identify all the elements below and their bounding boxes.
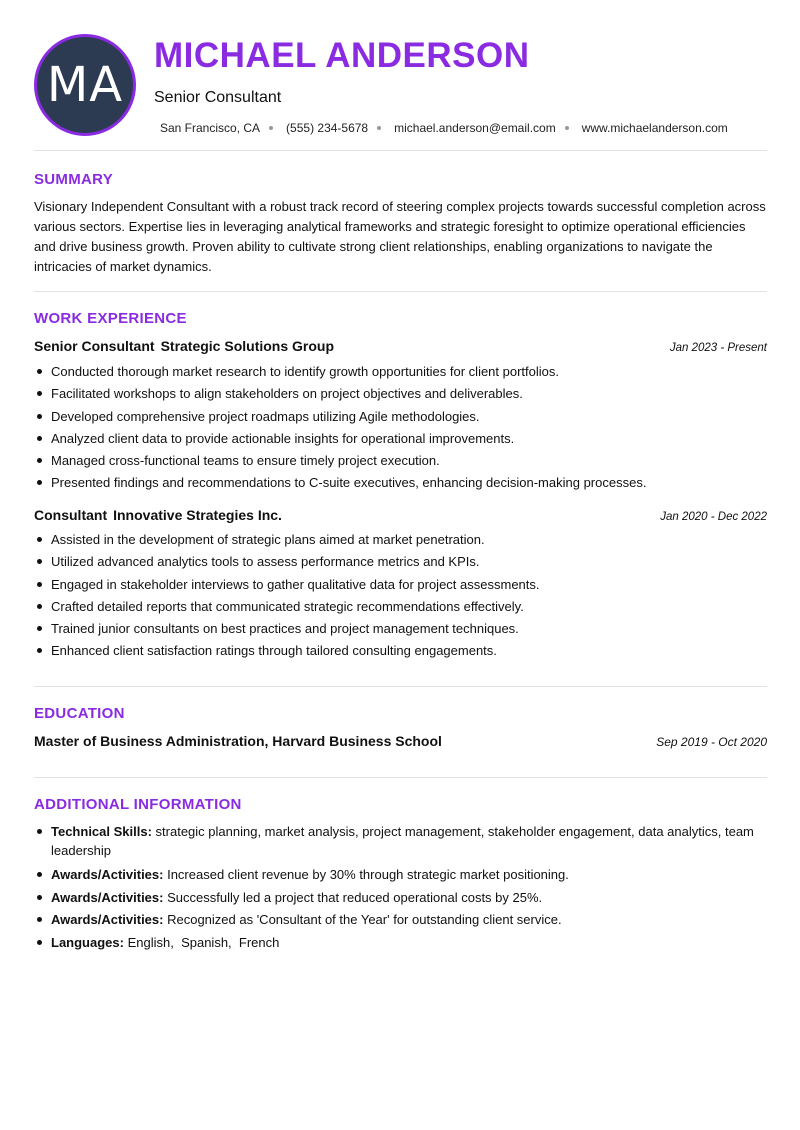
job-company: Strategic Solutions Group xyxy=(160,338,335,354)
item-label: Awards/Activities: xyxy=(51,889,164,905)
job-bullets xyxy=(34,529,769,663)
item-text: Increased client revenue by 30% through strategic market positioning. xyxy=(167,867,569,882)
divider xyxy=(34,777,767,778)
list-item xyxy=(34,888,769,907)
avatar xyxy=(34,34,136,136)
item-label: Awards/Activities: xyxy=(51,867,164,882)
job-header xyxy=(34,507,767,525)
divider xyxy=(34,150,767,151)
education-heading: EDUCATION xyxy=(34,705,125,722)
item-label: Languages: xyxy=(51,934,124,950)
item-text: Successfully led a project that reduced operational costs by 25%. xyxy=(167,889,543,905)
list-item: Crafted detailed reports that communicated strategic recommendations effectively. xyxy=(34,596,769,618)
list-item: Engaged in stakeholder interviews to gather qualitative data for project assessments. xyxy=(34,574,769,596)
job-title xyxy=(34,338,334,354)
item-text: English, Spanish, French xyxy=(127,934,280,950)
list-item xyxy=(34,822,769,860)
list-item: Developed comprehensive project roadmaps utilizing Agile methodologies. xyxy=(34,406,769,428)
job-dates: Jan 2020 - Dec 2022 xyxy=(660,511,767,523)
list-item: Utilized advanced analytics tools to assess performance metrics and KPIs. xyxy=(34,551,769,573)
contact-email[interactable]: michael.anderson@email.com xyxy=(394,121,556,135)
list-item: Trained junior consultants on best practices and project management techniques. xyxy=(34,618,769,640)
list-item xyxy=(34,910,769,929)
contact-website[interactable]: www.michaelanderson.com xyxy=(581,121,728,135)
list-item: Facilitated workshops to align stakeholders on project objectives and deliverables. xyxy=(34,383,769,405)
job-title xyxy=(34,507,282,523)
separator-dot xyxy=(565,126,569,130)
item-text: Recognized as 'Consultant of the Year' for outstanding client service. xyxy=(167,912,562,927)
job-dates: Jan 2023 - Present xyxy=(669,342,767,354)
additional-info-list xyxy=(34,822,769,955)
work-experience-heading: WORK EXPERIENCE xyxy=(34,310,187,327)
job-role: Consultant xyxy=(34,507,108,523)
item-label: Awards/Activities: xyxy=(51,912,164,927)
list-item xyxy=(34,933,769,952)
list-item: Analyzed client data to provide actionable insights for operational improvements. xyxy=(34,428,769,450)
divider xyxy=(34,686,767,687)
separator-dot xyxy=(269,126,273,130)
summary-heading: SUMMARY xyxy=(34,171,114,188)
list-item: Presented findings and recommendations to C-suite executives, enhancing decision-making processes. xyxy=(34,472,769,494)
item-label: Technical Skills: xyxy=(51,824,152,839)
education-entry xyxy=(34,733,767,751)
summary-text: Visionary Independent Consultant with a robust track record of steering complex projects towards successful completion across various sectors. Expertise lies in leveraging analytical frameworks and strategic foresight to optimize operational efficiencies and drive business growth. Proven ability to cultivate strong client relationships, enabling organizations to navigate the intricacies of market dynamics. xyxy=(34,199,766,274)
contact-location: San Francisco, CA xyxy=(160,121,261,135)
item-text: strategic planning, market analysis, project management, stakeholder engagement, data analytics, team leadership xyxy=(51,824,754,858)
additional-info-heading: ADDITIONAL INFORMATION xyxy=(34,796,242,813)
degree-title: Master of Business Administration, Harvard Business School xyxy=(34,733,442,749)
job-bullets xyxy=(34,361,769,495)
list-item: Enhanced client satisfaction ratings through tailored consulting engagements. xyxy=(34,640,769,662)
list-item: Assisted in the development of strategic plans aimed at market penetration. xyxy=(34,529,769,551)
job-company: Innovative Strategies Inc. xyxy=(113,507,282,523)
contact-phone: (555) 234-5678 xyxy=(286,121,369,135)
candidate-title: Senior Consultant xyxy=(154,89,282,106)
candidate-name: MICHAEL ANDERSON xyxy=(154,36,530,75)
job-role: Senior Consultant xyxy=(34,338,155,354)
job-header xyxy=(34,338,767,356)
education-dates: Sep 2019 - Oct 2020 xyxy=(656,735,767,749)
separator-dot xyxy=(377,126,381,130)
divider xyxy=(34,291,767,292)
avatar-initials: MA xyxy=(46,57,124,113)
list-item xyxy=(34,865,769,884)
list-item: Managed cross-functional teams to ensure timely project execution. xyxy=(34,450,769,472)
contact-bar xyxy=(160,120,728,136)
list-item: Conducted thorough market research to identify growth opportunities for client portfolios. xyxy=(34,361,769,383)
